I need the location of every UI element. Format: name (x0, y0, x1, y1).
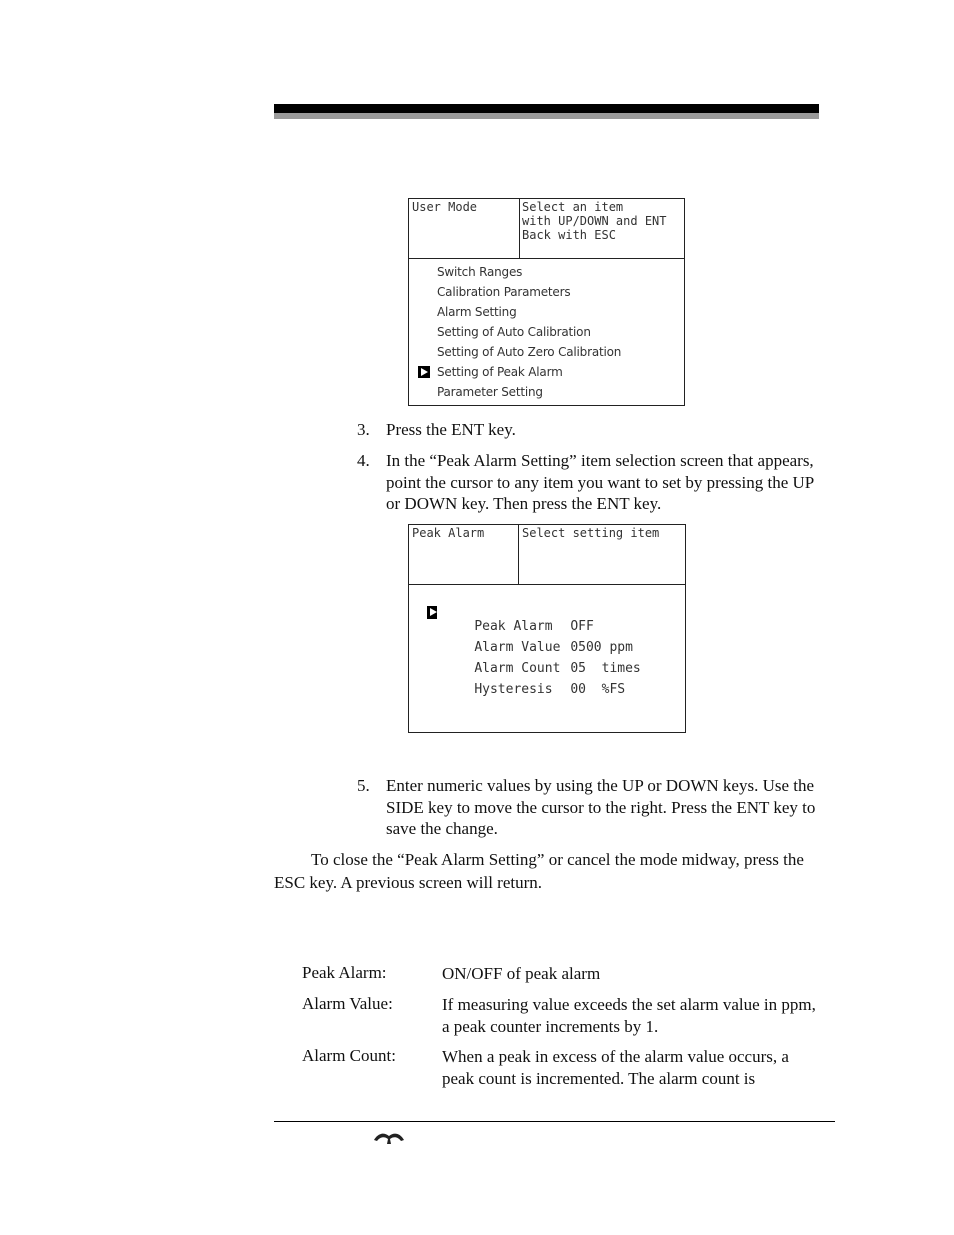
setting-value-hysteresis: 00 %FS (570, 682, 626, 697)
company-logo-icon (372, 1131, 406, 1145)
definition-term: Alarm Value: (302, 994, 393, 1013)
menu-item-peak-alarm[interactable]: Setting of Peak Alarm (437, 365, 563, 379)
screen-header (409, 199, 684, 259)
menu-item-calibration-parameters[interactable]: Calibration Parameters (437, 285, 571, 299)
setting-value-peak-alarm: OFF (570, 619, 594, 634)
footer-rule (274, 1121, 835, 1122)
definition-term: Alarm Count: (302, 1046, 396, 1065)
setting-value-alarm-value: 0500 ppm (570, 640, 633, 655)
definition-desc: If measuring value exceeds the set alarm value in ppm, a peak counter increments by 1. (442, 995, 816, 1036)
screen-header (409, 525, 685, 585)
definition-desc: When a peak in excess of the alarm value occurs, a peak count is incremented. The alarm count is (442, 1047, 789, 1088)
header-rule (274, 104, 819, 113)
screen-title: User Mode (412, 200, 478, 214)
menu-item-alarm-setting[interactable]: Alarm Setting (437, 305, 517, 319)
definition-desc: ON/OFF of peak alarm (442, 964, 601, 983)
menu-item-auto-calibration[interactable]: Setting of Auto Calibration (437, 325, 591, 339)
user-mode-screen (408, 198, 685, 406)
menu-item-auto-zero-calibration[interactable]: Setting of Auto Zero Calibration (437, 345, 622, 359)
setting-row-alarm-value[interactable]: Alarm Value (474, 640, 561, 655)
setting-value-alarm-count: 05 times (570, 661, 641, 676)
screen-title: Peak Alarm (412, 526, 485, 540)
setting-row-alarm-count[interactable]: Alarm Count (474, 661, 561, 676)
menu-item-switch-ranges[interactable]: Switch Ranges (437, 265, 523, 279)
setting-row-hysteresis[interactable]: Hysteresis (474, 682, 553, 697)
cursor-arrow-icon (418, 366, 430, 378)
screen-message: Select setting item (522, 526, 660, 540)
close-instructions: To close the “Peak Alarm Setting” or cancel the mode midway, press the ESC key. A previous screen will return. (274, 850, 804, 892)
screen-message: Select an item with UP/DOWN and ENT Back with ESC (522, 200, 667, 242)
cursor-arrow-icon (427, 606, 437, 619)
setting-row-peak-alarm[interactable]: Peak Alarm (474, 619, 553, 634)
menu-item-parameter-setting[interactable]: Parameter Setting (437, 385, 543, 399)
definition-term: Peak Alarm: (302, 963, 387, 982)
header-rule-shadow (274, 113, 819, 119)
peak-alarm-screen (408, 524, 686, 733)
